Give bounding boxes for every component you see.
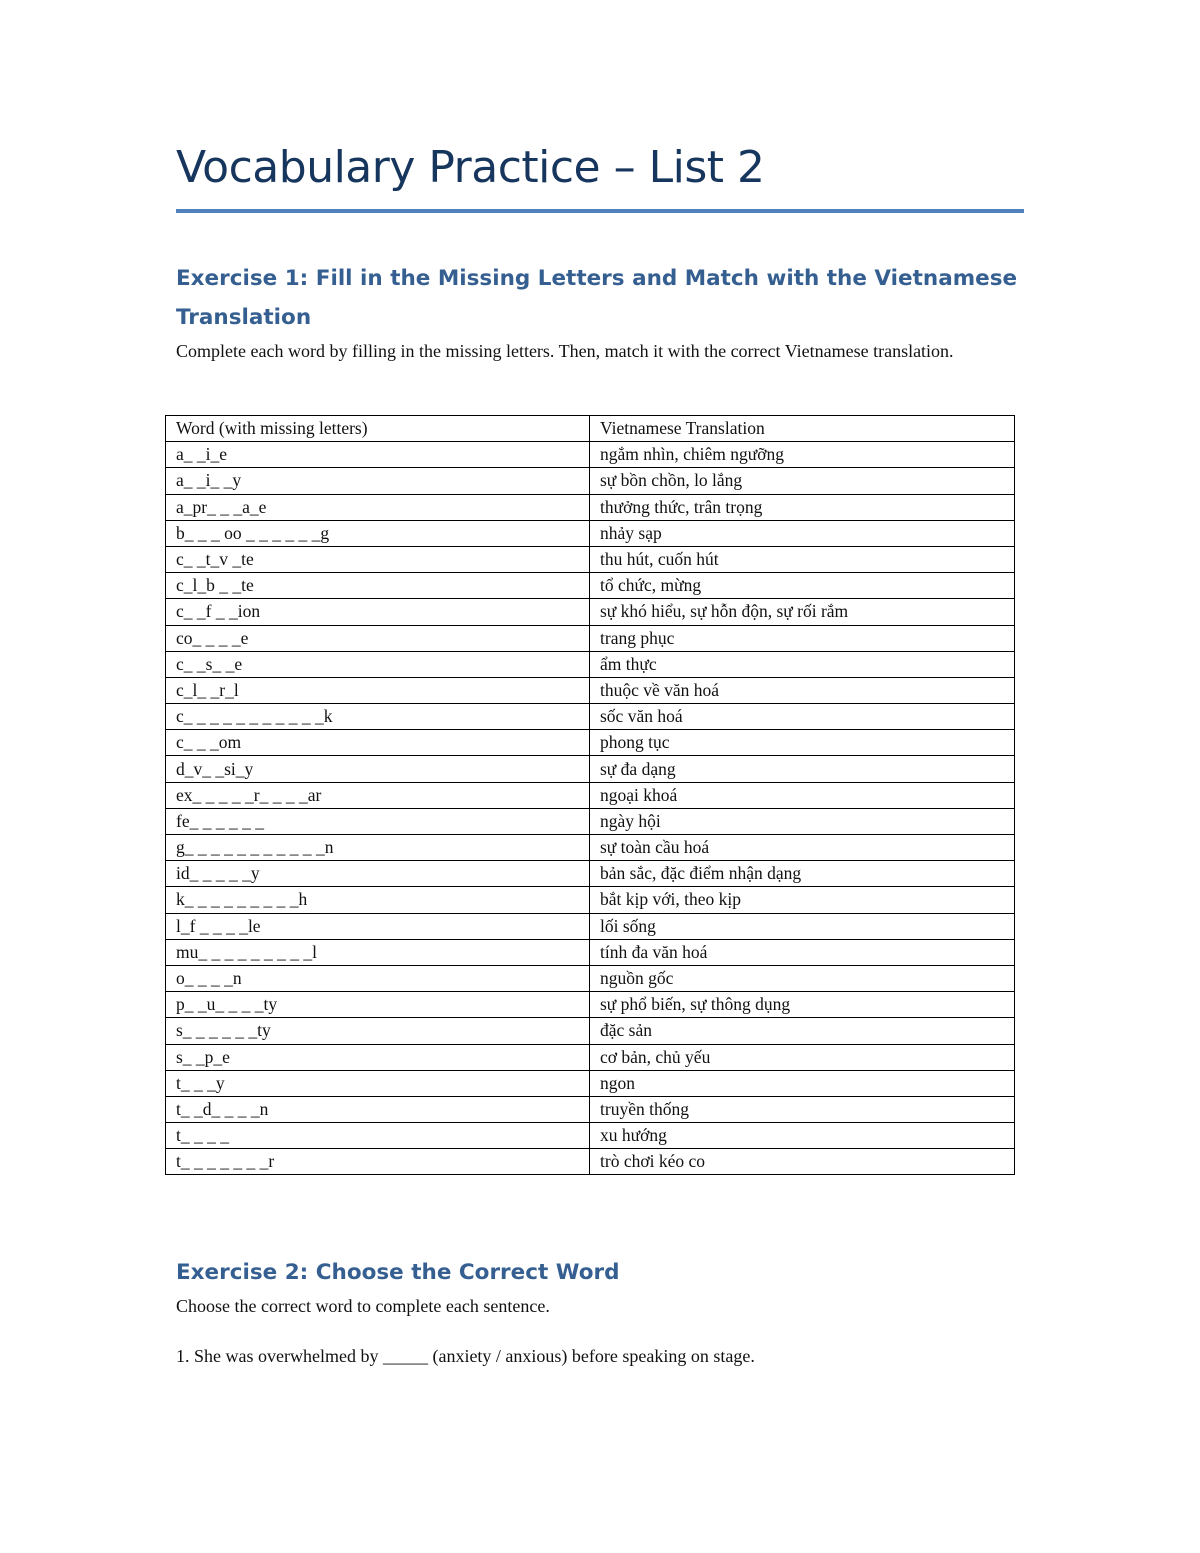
- page-title: Vocabulary Practice – List 2: [176, 142, 765, 193]
- question-1: 1. She was overwhelmed by _____ (anxiety / anxious) before speaking on stage.: [176, 1346, 755, 1366]
- translation-cell: trang phục: [590, 625, 1015, 651]
- column-header-translation: Vietnamese Translation: [590, 416, 1015, 442]
- table-row: [166, 573, 1015, 599]
- translation-cell: phong tục: [590, 730, 1015, 756]
- translation-cell: nguồn gốc: [590, 965, 1015, 991]
- translation-cell: thưởng thức, trân trọng: [590, 494, 1015, 520]
- translation-cell: sự phổ biến, sự thông dụng: [590, 992, 1015, 1018]
- table-row: [166, 468, 1015, 494]
- word-cell: g_ _ _ _ _ _ _ _ _ _ _n: [166, 835, 590, 861]
- table-row: [166, 992, 1015, 1018]
- translation-cell: bản sắc, đặc điểm nhận dạng: [590, 861, 1015, 887]
- word-cell: c_l_b _ _te: [166, 573, 590, 599]
- translation-cell: tổ chức, mừng: [590, 573, 1015, 599]
- word-cell: s_ _ _ _ _ _ty: [166, 1018, 590, 1044]
- word-cell: ex_ _ _ _ _r_ _ _ _ar: [166, 782, 590, 808]
- table-row: [166, 782, 1015, 808]
- title-underline: [176, 209, 1024, 213]
- table-row: [166, 651, 1015, 677]
- word-cell: c_ _ _ _ _ _ _ _ _ _ _k: [166, 704, 590, 730]
- table-row: [166, 887, 1015, 913]
- table-row: [166, 1123, 1015, 1149]
- word-cell: c_ _ _om: [166, 730, 590, 756]
- word-cell: s_ _p_e: [166, 1044, 590, 1070]
- table-row: [166, 965, 1015, 991]
- table-row: [166, 1018, 1015, 1044]
- translation-cell: trò chơi kéo co: [590, 1149, 1015, 1175]
- word-cell: t_ _ _ _ _ _ _r: [166, 1149, 590, 1175]
- exercise1-instruction: Complete each word by filling in the missing letters. Then, match it with the correct Vietnamese translation.: [176, 341, 954, 361]
- word-cell: c_ _t_v _te: [166, 546, 590, 572]
- translation-cell: đặc sản: [590, 1018, 1015, 1044]
- word-cell: t_ _ _y: [166, 1070, 590, 1096]
- word-cell: p_ _u_ _ _ _ty: [166, 992, 590, 1018]
- translation-cell: nhảy sạp: [590, 520, 1015, 546]
- translation-cell: sự đa dạng: [590, 756, 1015, 782]
- translation-cell: xu hướng: [590, 1123, 1015, 1149]
- word-cell: fe_ _ _ _ _ _: [166, 808, 590, 834]
- column-header-word: Word (with missing letters): [166, 416, 590, 442]
- word-cell: co_ _ _ _e: [166, 625, 590, 651]
- table-row: [166, 861, 1015, 887]
- exercise1-heading: Exercise 1: Fill in the Missing Letters and Match with the Vietnamese Translation: [176, 266, 1018, 330]
- table-row: [166, 808, 1015, 834]
- word-cell: mu_ _ _ _ _ _ _ _ _l: [166, 939, 590, 965]
- table-row: [166, 1044, 1015, 1070]
- word-cell: c_ _s_ _e: [166, 651, 590, 677]
- translation-cell: sự bồn chồn, lo lắng: [590, 468, 1015, 494]
- translation-cell: tính đa văn hoá: [590, 939, 1015, 965]
- translation-cell: ẩm thực: [590, 651, 1015, 677]
- word-cell: b_ _ _ oo _ _ _ _ _ _g: [166, 520, 590, 546]
- table-row: [166, 1096, 1015, 1122]
- word-cell: l_f _ _ _ _le: [166, 913, 590, 939]
- table-row: [166, 599, 1015, 625]
- translation-cell: ngày hội: [590, 808, 1015, 834]
- word-cell: id_ _ _ _ _y: [166, 861, 590, 887]
- vocabulary-table: [165, 415, 1015, 1175]
- word-cell: k_ _ _ _ _ _ _ _ _h: [166, 887, 590, 913]
- table-row: [166, 835, 1015, 861]
- table-row: [166, 677, 1015, 703]
- word-cell: a_ _i_ _y: [166, 468, 590, 494]
- word-cell: c_l_ _r_l: [166, 677, 590, 703]
- table-row: [166, 494, 1015, 520]
- table-row: [166, 625, 1015, 651]
- word-cell: d_v_ _si_y: [166, 756, 590, 782]
- table-row: [166, 546, 1015, 572]
- exercise2-instruction: Choose the correct word to complete each sentence.: [176, 1296, 550, 1316]
- translation-cell: ngoại khoá: [590, 782, 1015, 808]
- word-cell: a_pr_ _ _a_e: [166, 494, 590, 520]
- table-row: [166, 1070, 1015, 1096]
- table-row: [166, 756, 1015, 782]
- word-cell: t_ _d_ _ _ _n: [166, 1096, 590, 1122]
- word-cell: o_ _ _ _n: [166, 965, 590, 991]
- table-row: [166, 442, 1015, 468]
- translation-cell: truyền thống: [590, 1096, 1015, 1122]
- table-row: [166, 520, 1015, 546]
- word-cell: t_ _ _ _: [166, 1123, 590, 1149]
- table-row: [166, 939, 1015, 965]
- table-row: [166, 1149, 1015, 1175]
- translation-cell: thuộc về văn hoá: [590, 677, 1015, 703]
- translation-cell: ngon: [590, 1070, 1015, 1096]
- translation-cell: thu hút, cuốn hút: [590, 546, 1015, 572]
- word-cell: c_ _f _ _ion: [166, 599, 590, 625]
- translation-cell: bắt kịp với, theo kịp: [590, 887, 1015, 913]
- table-row: [166, 913, 1015, 939]
- word-cell: a_ _i_e: [166, 442, 590, 468]
- translation-cell: lối sống: [590, 913, 1015, 939]
- translation-cell: sự khó hiểu, sự hỗn độn, sự rối rắm: [590, 599, 1015, 625]
- translation-cell: ngắm nhìn, chiêm ngưỡng: [590, 442, 1015, 468]
- table-row: [166, 704, 1015, 730]
- exercise2-heading: Exercise 2: Choose the Correct Word: [176, 1260, 620, 1285]
- table-body: [166, 442, 1015, 1175]
- translation-cell: cơ bản, chủ yếu: [590, 1044, 1015, 1070]
- table-row: [166, 730, 1015, 756]
- translation-cell: sốc văn hoá: [590, 704, 1015, 730]
- translation-cell: sự toàn cầu hoá: [590, 835, 1015, 861]
- table-header-row: [166, 416, 1015, 442]
